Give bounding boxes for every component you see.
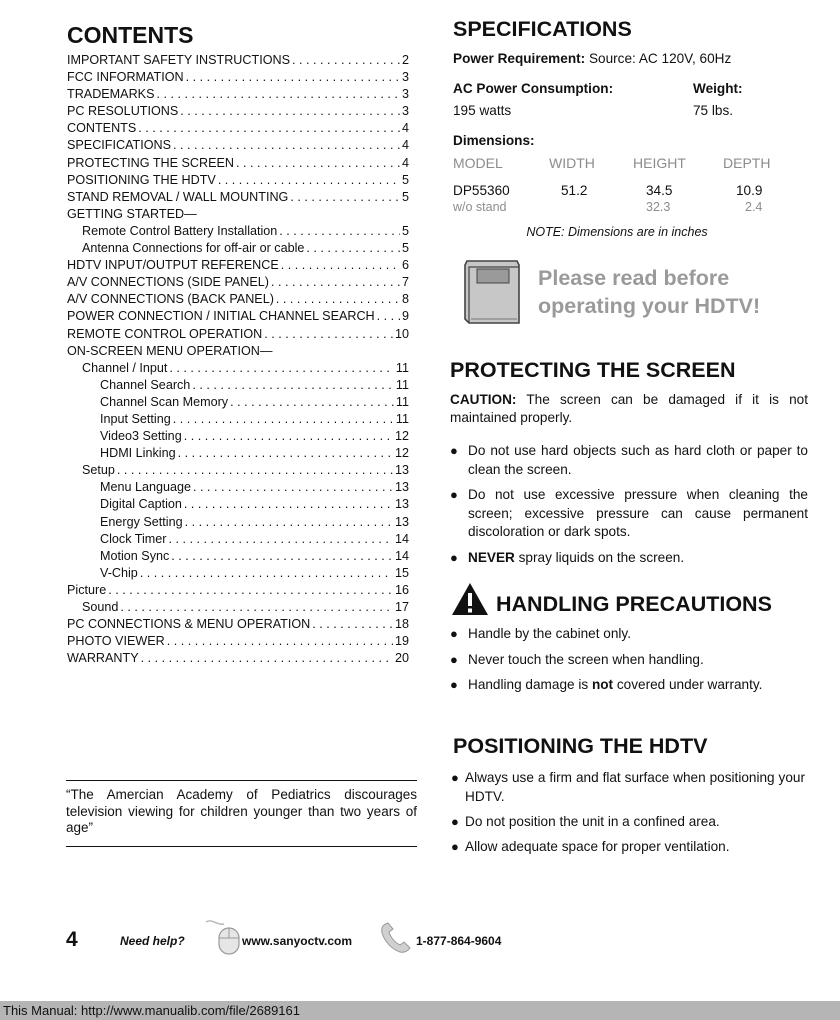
toc-entry: WARRANTY . . . 20 [67,650,409,667]
toc-entry: CONTENTS . . . 4 [67,120,409,137]
list-item: ● Handle by the cabinet only. [450,626,631,641]
dim-header-model: MODEL [453,155,503,171]
list-item: ● Allow adequate space for proper ventilation. [451,838,730,854]
dim-model: DP55360 [453,183,510,198]
wo-stand-label: w/o stand [453,200,507,214]
toc-entry: HDTV INPUT/OUTPUT REFERENCE . . . 6 [67,257,409,274]
list-item: ● Do not position the unit in a confined area. [451,814,720,829]
caution-text: CAUTION: The screen can be damaged if it is not maintained properly. [450,392,808,425]
toc-entry: A/V CONNECTIONS (SIDE PANEL) . . . 7 [67,274,409,291]
weight-value: 75 lbs. [693,103,734,118]
list-item: ● NEVER spray liquids on the screen. [450,549,685,565]
power-requirement-label: Power Requirement: [453,51,586,66]
positioning-title: POSITIONING THE HDTV [453,734,708,758]
toc-entry: V-Chip . . . 15 [67,565,409,582]
toc-entry: Antenna Connections for off-air or cable . . . 5 [67,240,409,257]
quote-rule-top [66,780,417,781]
toc-entry: TRADEMARKS . . . 3 [67,86,409,103]
toc-section-heading: GETTING STARTED— [67,206,197,221]
dim-depth: 10.9 [736,183,763,198]
toc-entry: Motion Sync . . . 14 [67,548,409,565]
toc-entry: Remote Control Battery Installation . . . 5 [67,223,409,240]
weight-label: Weight: [693,81,743,96]
manual-link[interactable]: This Manual: http://www.manualib.com/file/2689161 [3,1003,300,1018]
phone-number: 1-877-864-9604 [416,934,502,948]
list-item: ● Do not use hard objects such as hard cloth or paper to clean the screen. [450,443,808,477]
toc-entry: HDMI Linking . . . 12 [67,445,409,462]
toc-entry: PC CONNECTIONS & MENU OPERATION . . . 18 [67,616,409,633]
caution-label: CAUTION: [450,392,517,407]
list-item: ● Do not use excessive pressure when cleaning the screen; excessive pressure can cause permanent discoloration or dark spots. [450,487,808,539]
contents-title: CONTENTS [67,22,194,48]
table-of-contents [67,52,409,667]
specifications-title: SPECIFICATIONS [453,17,632,41]
toc-entry: Setup . . . 13 [67,462,409,479]
website-link[interactable]: www.sanyoctv.com [242,934,353,948]
toc-entry: POSITIONING THE HDTV . . . 5 [67,172,409,189]
wo-stand-height: 32.3 [646,200,671,214]
toc-entry: POWER CONNECTION / INITIAL CHANNEL SEARCH . . . 9 [67,308,409,325]
toc-entry: A/V CONNECTIONS (BACK PANEL) . . . 8 [67,291,409,308]
read-note-line-2: operating your HDTV! [538,294,761,318]
toc-entry: FCC INFORMATION . . . 3 [67,69,409,86]
toc-entry: Clock Timer . . . 14 [67,531,409,548]
warning-icon [451,582,489,616]
power-consumption-value: 195 watts [453,103,512,118]
toc-entry: Digital Caption . . . 13 [67,496,409,513]
toc-entry: Channel Search . . . 11 [67,377,409,394]
toc-entry: Input Setting . . . 11 [67,411,409,428]
dim-header-height: HEIGHT [633,155,686,171]
dimensions-note: NOTE: Dimensions are in inches [526,225,708,239]
telephone-icon [376,920,420,956]
mouse-icon [202,916,246,956]
toc-entry: Channel Scan Memory . . . 11 [67,394,409,411]
toc-section-heading: ON-SCREEN MENU OPERATION— [67,343,273,358]
pediatrics-quote: “The Amercian Academy of Pediatrics discourages television viewing for children younger than two years of age” [66,787,417,835]
toc-entry: Picture . . . 16 [67,582,409,599]
list-item: ● Always use a firm and flat surface when positioning your HDTV. [451,770,805,804]
read-manual-note [538,264,760,320]
toc-entry: SPECIFICATIONS . . . 4 [67,137,409,154]
dim-width: 51.2 [561,183,588,198]
toc-entry: PHOTO VIEWER . . . 19 [67,633,409,650]
wo-stand-depth: 2.4 [745,200,763,214]
list-item: ● Handling damage is not covered under warranty. [450,677,763,692]
read-note-line-1: Please read before [538,266,730,290]
toc-entry: Sound . . . 17 [67,599,409,616]
dim-height: 34.5 [646,183,673,198]
positioning-bullets [451,769,805,856]
toc-entry: PC RESOLUTIONS . . . 3 [67,103,409,120]
toc-entry: Channel / Input . . . 11 [67,360,409,377]
toc-entry: Energy Setting . . . 13 [67,514,409,531]
quote-rule-bottom [66,846,417,847]
dim-header-width: WIDTH [549,155,595,171]
toc-entry: STAND REMOVAL / WALL MOUNTING . . . 5 [67,189,409,206]
toc-entry: REMOTE CONTROL OPERATION . . . 10 [67,326,409,343]
manual-book-icon [461,257,525,327]
protecting-screen-title: PROTECTING THE SCREEN [450,358,736,382]
handling-bullets [450,625,808,695]
need-help-label: Need help? [120,934,185,948]
dimensions-label: Dimensions: [453,133,535,148]
toc-entry: IMPORTANT SAFETY INSTRUCTIONS . . . 2 [67,52,409,69]
power-requirement-value: Source: AC 120V, 60Hz [588,51,732,66]
toc-entry: Menu Language . . . 13 [67,479,409,496]
dim-header-depth: DEPTH [723,155,771,171]
toc-entry: PROTECTING THE SCREEN . . . 4 [67,155,409,172]
handling-precautions-title: HANDLING PRECAUTIONS [496,592,772,616]
toc-entry: Video3 Setting . . . 12 [67,428,409,445]
list-item: ● Never touch the screen when handling. [450,651,704,667]
protecting-bullets [450,442,808,567]
power-requirement [453,51,731,66]
power-consumption-label: AC Power Consumption: [453,81,614,96]
page-number: 4 [66,928,78,951]
